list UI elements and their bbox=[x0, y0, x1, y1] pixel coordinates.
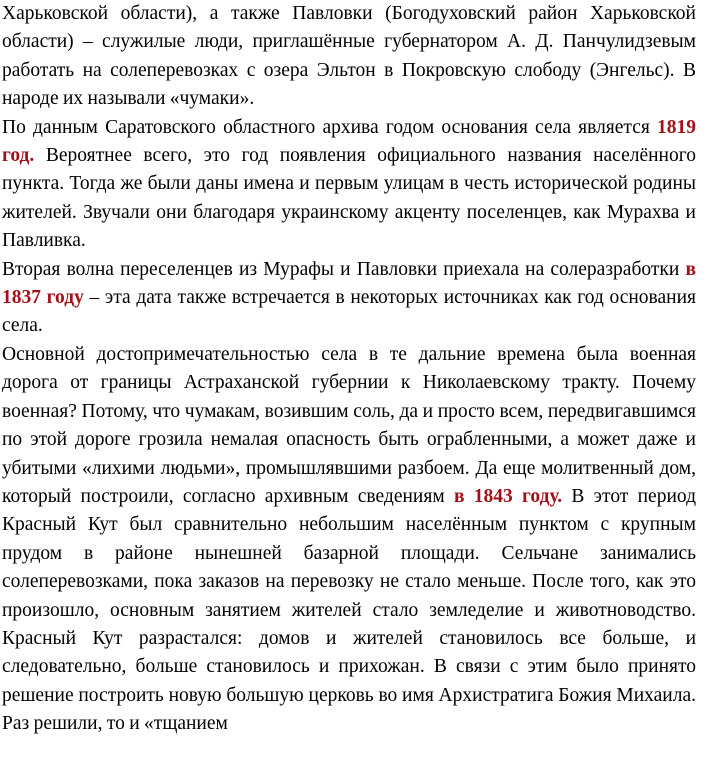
paragraph-text: Вторая волна переселенцев из Мурафы и Павловки приехала на солеразработки bbox=[2, 258, 686, 280]
paragraph-text: Вероятнее всего, это год появления официального названия населённого пункта. Тогда же были даны имена и первым улицам в честь исторической родины жителей. Звучали они благодаря украинскому акценту поселенцев, как Мурахва и Павливка. bbox=[2, 145, 696, 252]
paragraph-text: По данным Саратовского областного архива годом основания села является bbox=[2, 116, 657, 138]
highlighted-year-1819: 1819 год. bbox=[2, 116, 696, 167]
paragraph-second-wave-1837 bbox=[2, 256, 696, 341]
highlighted-year-1837: в 1837 году bbox=[2, 258, 696, 309]
paragraph-founding-1819 bbox=[2, 114, 696, 256]
paragraph-text: Основной достопримечательностью села в те дальние времена была военная дорога от границы Астраханской губернии к Николаевскому тракту. Почему военная? Потому, что чумакам, возившим соль, да и просто всем, передвигавшимся по этой дороге грозила немалая опасность быть ограбленными, а может даже и убитыми «лихими людьми», промышлявшими разбоем. Да еще молитвенный дом, который построили, согласно архивным сведениям bbox=[2, 343, 696, 507]
paragraph-text: В этот период Красный Кут был сравнительно небольшим населённым пунктом с крупным прудом в районе нынешней базарной площади. Сельчане занимались солеперевозками, пока заказов на перевозку не стало меньше. После того, как это произошло, основным занятием жителей стало земледелие и животноводство. Красный Кут разрастался: домов и жителей становилось все больше, и следовательно, больше становилось и прихожан. В связи с этим было принято решение построить новую большую церковь во имя Архистратига Божия Михаила. Раз решили, то и «тщанием bbox=[2, 485, 696, 735]
paragraph-text: – эта дата также встречается в некоторых источниках как год основания села. bbox=[2, 287, 697, 337]
paragraph-origin-of-settlers: Харьковской области), а также Павловки (Богодуховский район Харьковской области) – служилые люди, приглашённые губернатором А. Д. Панчулидзевым работать на солеперевозках с озера Эльтон в Покровскую слободу (Энгельс). В народе их называли «чумаки». bbox=[2, 3, 696, 110]
paragraph-military-road-1843 bbox=[2, 341, 696, 739]
highlighted-year-1843: в 1843 году. bbox=[453, 485, 563, 507]
